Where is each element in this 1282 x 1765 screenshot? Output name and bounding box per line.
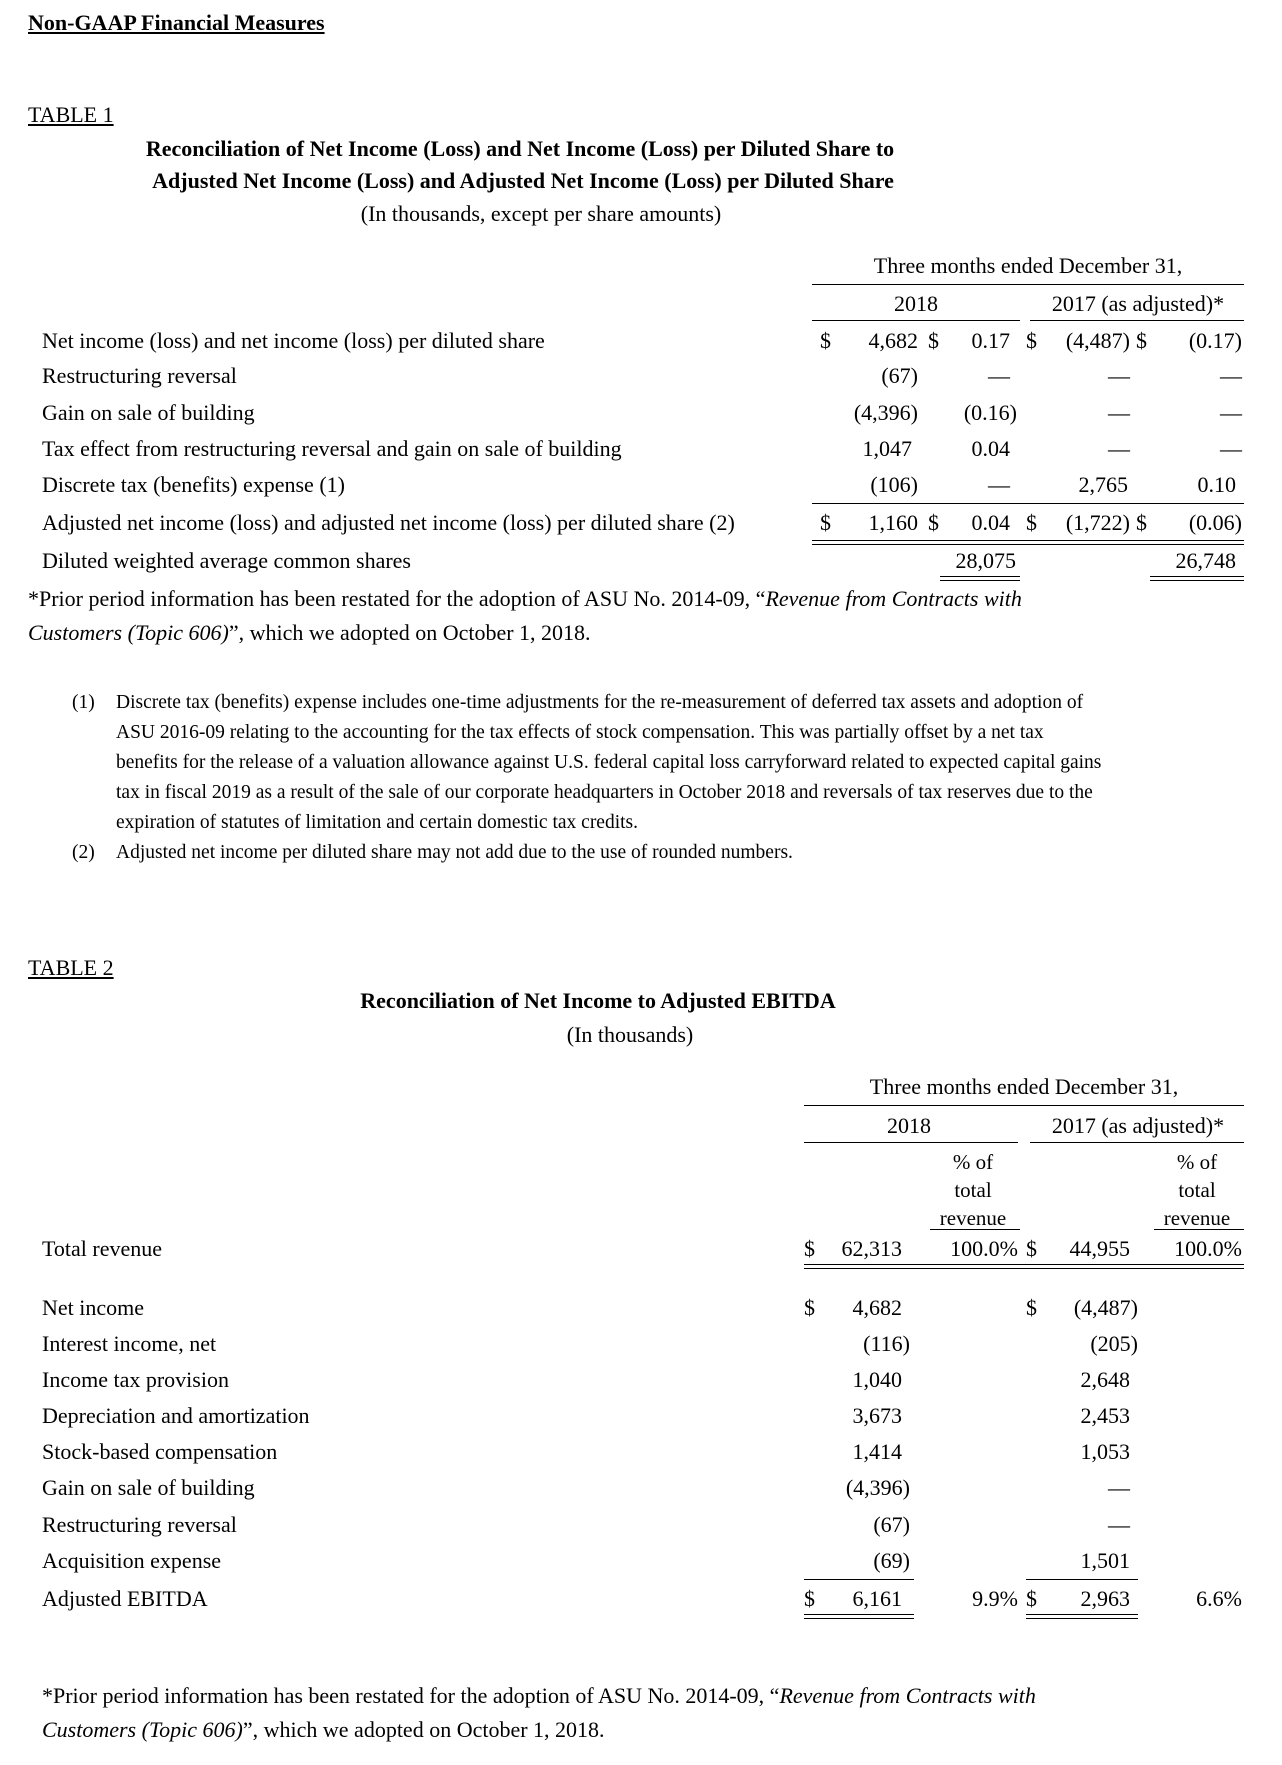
footnote-1-line: expiration of statutes of limitation and certain domestic tax credits. — [116, 812, 639, 833]
table2-pct-header-2018 — [930, 1148, 1016, 1232]
table2-total-double-rule-2018 — [804, 1614, 914, 1619]
table2-row-label: Acquisition expense — [42, 1548, 222, 1573]
table1-cell: 28,075 — [955, 548, 1016, 573]
dollar-sign: $ — [1026, 1295, 1037, 1320]
table1-shares-rule-2017 — [1150, 576, 1244, 581]
table1-row-label: Discrete tax (benefits) expense (1) — [42, 472, 345, 497]
dollar-sign: $ — [1136, 328, 1147, 353]
table2-cell: 2,453 — [1080, 1403, 1130, 1428]
table2-cell: (69) — [873, 1548, 910, 1573]
table1-shares-rule-2018 — [940, 576, 1020, 581]
table2-cell: (67) — [873, 1512, 910, 1537]
table2-row-label: Depreciation and amortization — [42, 1403, 310, 1428]
table2-period-header: Three months ended December 31, — [869, 1074, 1179, 1099]
table2-subtotal-rule-2017 — [1026, 1579, 1138, 1580]
table2-cell: 1,053 — [1080, 1439, 1130, 1464]
table1-cell: 2,765 — [1078, 472, 1128, 497]
table2-cell: 4,682 — [852, 1295, 902, 1320]
table1-row-label: Diluted weighted average common shares — [42, 548, 411, 573]
table1-note-line2: Customers (Topic 606)”, which we adopted on October 1, 2018. — [28, 620, 591, 645]
table1-cell: 0.04 — [971, 510, 1010, 535]
table1-cell: — — [1108, 400, 1130, 425]
table1-total-double-rule — [812, 540, 1244, 545]
table2-note-line1: *Prior period information has been restated for the adoption of ASU No. 2014-09, “Revenue from Contracts with — [42, 1683, 1036, 1708]
table2-col-2018: 2018 — [887, 1113, 931, 1138]
table1-row-label: Tax effect from restructuring reversal and gain on sale of building — [42, 436, 622, 461]
dollar-sign: $ — [1026, 510, 1037, 535]
pct-line: total — [954, 1178, 992, 1202]
table1-header-rule — [812, 284, 1244, 285]
dollar-sign: $ — [804, 1586, 815, 1611]
table2-pct-header-2017 — [1154, 1148, 1240, 1232]
table1-cell: — — [1108, 436, 1130, 461]
footnote-1-line: benefits for the release of a valuation allowance against U.S. federal capital loss carryforward related to expected capital gains — [116, 752, 1102, 773]
table2-cell: 1,414 — [852, 1439, 902, 1464]
table1-cell: (0.06) — [1188, 510, 1242, 535]
table2-col-2017: 2017 (as adjusted)* — [1051, 1113, 1225, 1138]
pct-line: revenue — [1163, 1206, 1231, 1230]
table2-subtitle: (In thousands) — [566, 1022, 694, 1047]
table1-cell: — — [988, 363, 1010, 388]
table1-cell: — — [1108, 363, 1130, 388]
pct-line: % of — [1176, 1150, 1218, 1174]
footnote-1-line: Discrete tax (benefits) expense includes one-time adjustments for the re-measurement of deferred tax assets and adoption of — [116, 692, 1084, 713]
table1-subtitle: (In thousands, except per share amounts) — [360, 201, 722, 226]
pct-line: total — [1178, 1178, 1216, 1202]
table1-note-line1: *Prior period information has been restated for the adoption of ASU No. 2014-09, “Revenue from Contracts with — [28, 586, 1022, 611]
page-heading: Non-GAAP Financial Measures — [28, 10, 325, 35]
table1-label: TABLE 1 — [28, 102, 114, 127]
dollar-sign: $ — [928, 328, 939, 353]
table2-rule-2017 — [1030, 1142, 1244, 1143]
table1-cell: (4,487) — [1065, 328, 1130, 353]
table2-cell: — — [1108, 1512, 1130, 1537]
dollar-sign: $ — [820, 510, 831, 535]
table2-rule-2018 — [804, 1142, 1018, 1143]
table2-revenue-double-rule — [804, 1264, 1244, 1269]
table1-cell: (1,722) — [1065, 510, 1130, 535]
table2-total-revenue-label: Total revenue — [42, 1236, 163, 1261]
table2-cell: (4,487) — [1073, 1295, 1138, 1320]
table2-header-rule — [804, 1105, 1244, 1106]
dollar-sign: $ — [804, 1236, 815, 1261]
footnote-1-line: ASU 2016-09 relating to the accounting for the tax effects of stock compensation. This was partially offset by a net tax — [116, 722, 1044, 743]
table2-cell: (4,396) — [845, 1475, 910, 1500]
table2-row-label: Gain on sale of building — [42, 1475, 255, 1500]
table2-subtotal-rule-2018 — [804, 1579, 914, 1580]
table1-row-label: Gain on sale of building — [42, 400, 255, 425]
table2-adjusted-ebitda-label: Adjusted EBITDA — [42, 1586, 208, 1611]
table2-cell: 6.6% — [1196, 1586, 1242, 1611]
table1-cell: 26,748 — [1175, 548, 1236, 573]
table1-cell: — — [988, 472, 1010, 497]
table1-title-line1: Reconciliation of Net Income (Loss) and Net Income (Loss) per Diluted Share to — [145, 136, 895, 161]
table1-title-line2: Adjusted Net Income (Loss) and Adjusted Net Income (Loss) per Diluted Share — [152, 168, 894, 193]
dollar-sign: $ — [820, 328, 831, 353]
table2-cell: 2,648 — [1080, 1367, 1130, 1392]
footnote-1-line: tax in fiscal 2019 as a result of the sale of our corporate headquarters in October 2018 and reversals of tax reserves due to the — [116, 782, 1093, 803]
table1-rule-2017 — [1030, 320, 1244, 321]
table2-cell: — — [1108, 1475, 1130, 1500]
table1-row-label: Restructuring reversal — [42, 363, 237, 388]
table2-row-label: Stock-based compensation — [42, 1439, 278, 1464]
table2-cell: 2,963 — [1080, 1586, 1130, 1611]
footnote-1-number: (1) — [72, 692, 95, 713]
footnote-2-number: (2) — [72, 842, 95, 863]
table2-cell: 44,955 — [1069, 1236, 1130, 1261]
table1-cell: (4,396) — [853, 400, 918, 425]
table1-rule-2018 — [812, 320, 1020, 321]
table2-cell: 1,501 — [1080, 1548, 1130, 1573]
table1-col-2017: 2017 (as adjusted)* — [1051, 291, 1225, 316]
table2-row-label: Net income — [42, 1295, 145, 1320]
table2-pct-rule-2017 — [1154, 1229, 1244, 1230]
table2-title: Reconciliation of Net Income to Adjusted EBITDA — [360, 988, 836, 1013]
dollar-sign: $ — [1026, 328, 1037, 353]
table2-cell: 62,313 — [841, 1236, 902, 1261]
table2-cell: (205) — [1090, 1331, 1138, 1356]
table2-cell: 100.0% — [950, 1236, 1018, 1261]
table1-cell: (67) — [881, 363, 918, 388]
table2-row-label: Restructuring reversal — [42, 1512, 237, 1537]
table2-row-label: Interest income, net — [42, 1331, 217, 1356]
dollar-sign: $ — [928, 510, 939, 535]
dollar-sign: $ — [1136, 510, 1147, 535]
dollar-sign: $ — [1026, 1586, 1037, 1611]
table2-pct-rule-2018 — [930, 1229, 1020, 1230]
table2-cell: 3,673 — [852, 1403, 902, 1428]
table1-cell: 1,047 — [862, 436, 912, 461]
footnote-2-line: Adjusted net income per diluted share may not add due to the use of rounded numbers. — [116, 842, 793, 863]
table1-period-header: Three months ended December 31, — [873, 253, 1183, 278]
table1-cell: 0.10 — [1197, 472, 1236, 497]
table1-cell: — — [1220, 400, 1242, 425]
table2-note-line2: Customers (Topic 606)”, which we adopted on October 1, 2018. — [42, 1717, 605, 1742]
table1-cell: (0.17) — [1188, 328, 1242, 353]
dollar-sign: $ — [1026, 1236, 1037, 1261]
table2-cell: 100.0% — [1174, 1236, 1242, 1261]
table1-cell: — — [1220, 363, 1242, 388]
table2-label: TABLE 2 — [28, 955, 114, 980]
table1-cell: 4,682 — [868, 328, 918, 353]
table1-subtotal-rule — [812, 503, 1244, 504]
table1-cell: (0.16) — [963, 400, 1017, 425]
table1-cell: 1,160 — [868, 510, 918, 535]
pct-line: revenue — [939, 1206, 1007, 1230]
table1-cell: 0.04 — [971, 436, 1010, 461]
table1-cell: 0.17 — [971, 328, 1010, 353]
table1-cell: — — [1220, 436, 1242, 461]
table2-total-double-rule-2017 — [1026, 1614, 1138, 1619]
table1-row-label: Adjusted net income (loss) and adjusted net income (loss) per diluted share (2) — [42, 510, 735, 535]
table2-cell: (116) — [863, 1331, 910, 1356]
table1-cell: (106) — [870, 472, 918, 497]
dollar-sign: $ — [804, 1295, 815, 1320]
table2-cell: 1,040 — [852, 1367, 902, 1392]
table1-col-2018: 2018 — [894, 291, 938, 316]
table2-row-label: Income tax provision — [42, 1367, 229, 1392]
table2-cell: 9.9% — [972, 1586, 1018, 1611]
table2-cell: 6,161 — [852, 1586, 902, 1611]
table1-row-label: Net income (loss) and net income (loss) per diluted share — [42, 328, 545, 353]
pct-line: % of — [952, 1150, 994, 1174]
